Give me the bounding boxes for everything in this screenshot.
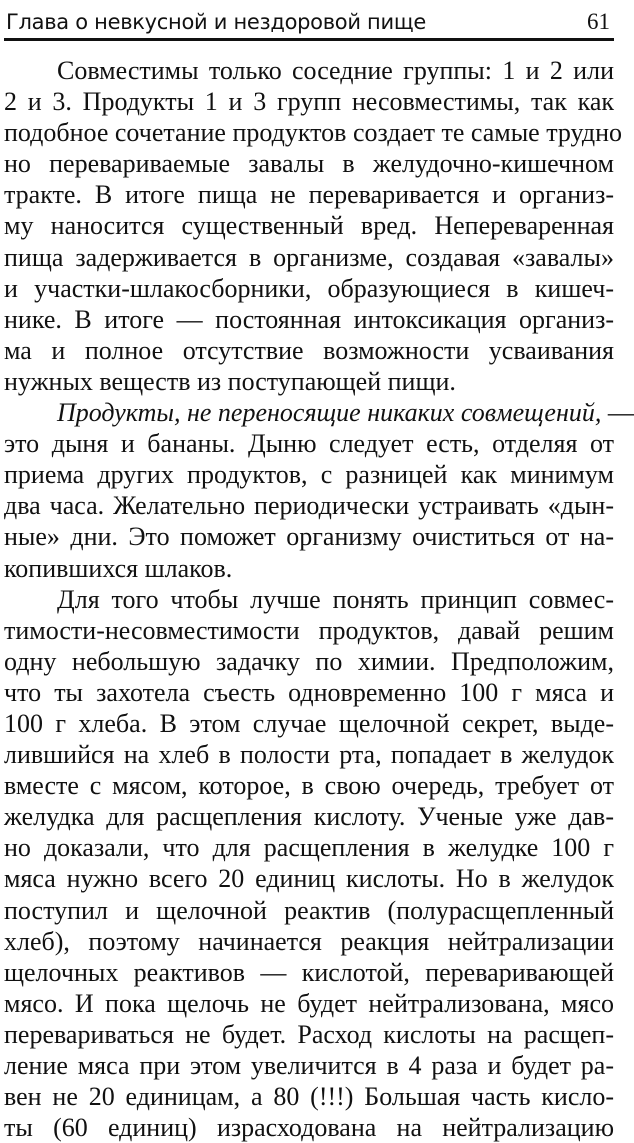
text-line: приема других продуктов, с разницей как минимум — [4, 460, 614, 490]
italic-phrase: Продукты, не переносящие никаких совмещений, — [57, 398, 602, 428]
text-line: пища задерживается в организме, создавая «завалы» — [4, 242, 614, 272]
text-line: мяса нужно всего 20 единиц кислоты. Но в желудок — [4, 864, 614, 894]
text-line: ты (60 единиц) израсходована на нейтрализацию — [4, 1113, 614, 1143]
text-line: и участки-шлакосборники, образующиеся в кишеч- — [4, 273, 614, 303]
text-line: желудка для расщепления кислоту. Ученые уже дав- — [4, 802, 614, 832]
text-line: одну небольшую задачку по химии. Предположим, — [4, 646, 614, 676]
text-line: хлеб), поэтому начинается реакция нейтрализации — [4, 926, 614, 956]
text-line: перевариваться не будет. Расход кислоты на расщеп- — [4, 1019, 614, 1049]
paragraph-3 — [4, 584, 614, 1143]
page-number: 61 — [587, 9, 610, 34]
text-line: но доказали, что для расщепления в желудке 100 г — [4, 833, 614, 863]
text-line: тимости-несовместимости продуктов, давай решим — [4, 615, 614, 645]
text-line: нужных веществ из поступающей пищи. — [4, 366, 456, 396]
text-line: два часа. Желательно периодически устраивать «дын- — [4, 491, 614, 521]
text-line: поступил и щелочной реактив (полурасщепленный — [4, 895, 614, 925]
text-line: ные» дни. Это поможет организму очиститься от на- — [4, 522, 614, 552]
text-line: ма и полное отсутствие возможности усваивания — [4, 335, 614, 365]
text-line: Совместимы только соседние группы: 1 и 2 или — [57, 56, 614, 85]
text-line: нике. В итоге — постоянная интоксикация организ- — [4, 304, 614, 334]
text-line: щелочных реактивов — кислотой, переваривающей — [4, 957, 614, 987]
running-header — [4, 0, 614, 34]
text-line: что ты захотела съесть одновременно 100 г мяса и — [4, 677, 614, 707]
text-line: мясо. И пока щелочь не будет нейтрализована, мясо — [4, 988, 614, 1018]
page-body — [4, 55, 634, 1143]
paragraph-1 — [4, 55, 623, 397]
text-line: это дыня и бананы. Дыню следует есть, отделяя от — [4, 429, 614, 459]
text-line: Для того чтобы лучше понять принцип совмес- — [57, 584, 614, 614]
text-line: копившихся шлаков. — [4, 553, 233, 583]
chapter-title: Глава о невкусной и нездоровой пище — [6, 10, 426, 34]
text-line: лившийся на хлеб в полости рта, попадает в желудок — [4, 740, 614, 770]
text-line: но перевариваемые завалы в желудочно-кишечном — [4, 149, 614, 179]
text-line: подобное сочетание продуктов создает те самые трудно — [4, 118, 623, 148]
dash-text: — — [601, 398, 634, 428]
text-line: ление мяса при этом увеличится в 4 раза и будет ра- — [4, 1051, 614, 1080]
text-line: му наносится существенный вред. Непереваренная — [4, 211, 614, 241]
header-rule — [4, 38, 614, 41]
text-line: вместе с мясом, которое, в свою очередь, требует от — [4, 771, 614, 801]
text-line: тракте. В итоге пища не переваривается и организ- — [4, 180, 614, 210]
text-line: вен не 20 единицам, а 80 (!!!) Большая часть кисло- — [4, 1082, 614, 1112]
text-line: 100 г хлеба. В этом случае щелочной секрет, выде- — [4, 708, 614, 738]
paragraph-2 — [4, 397, 634, 584]
text-line — [4, 397, 634, 428]
text-line: 2 и 3. Продукты 1 и 3 групп несовместимы, так как — [4, 87, 614, 117]
